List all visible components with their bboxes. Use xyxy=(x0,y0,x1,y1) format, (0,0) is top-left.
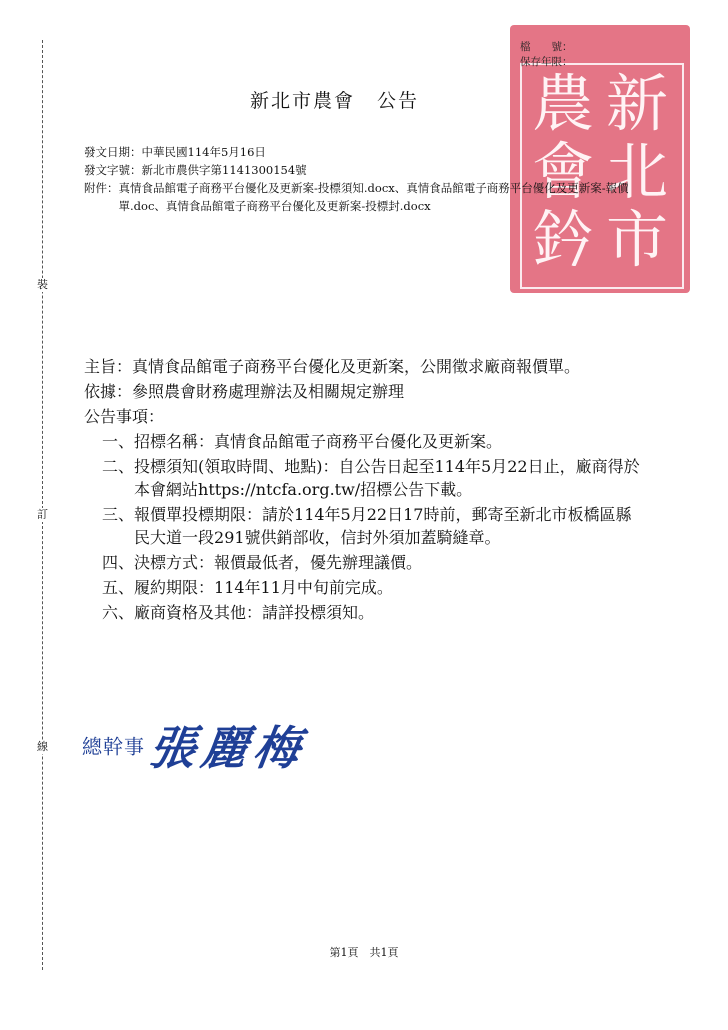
signature-block xyxy=(82,712,310,782)
announcement-body xyxy=(84,355,644,626)
page-number: 第1頁 共1頁 xyxy=(329,946,399,959)
item-number: 三、 xyxy=(102,505,135,524)
issue-date-label: 發文日期： xyxy=(84,145,142,159)
retention-period-label: 保存年限： xyxy=(520,56,573,68)
reference-number-value: 新北市農供字第1141300154號 xyxy=(141,163,307,177)
basis-label: 依據： xyxy=(84,382,133,401)
item-text: 決標方式：報價最低者，優先辦理議價。 xyxy=(134,553,423,572)
signatory-title: 總幹事 xyxy=(82,734,145,759)
list-item xyxy=(102,430,644,453)
item-text: 廠商資格及其他：請詳投標須知。 xyxy=(134,603,375,622)
subject-label: 主旨： xyxy=(84,357,133,376)
seal-char: 會 xyxy=(532,135,595,208)
item-text: 招標名稱：真情食品館電子商務平台優化及更新案。 xyxy=(134,432,503,451)
item-number: 四、 xyxy=(102,553,135,572)
item-number: 一、 xyxy=(102,432,135,451)
seal-char: 農 xyxy=(532,67,595,140)
issue-date-row xyxy=(84,143,644,161)
issue-date-value: 中華民國114年5月16日 xyxy=(141,145,266,159)
reference-number-row xyxy=(84,161,644,179)
list-item xyxy=(102,551,644,574)
list-item xyxy=(102,601,644,624)
list-item xyxy=(102,576,644,599)
binding-char-xian: 線 xyxy=(37,740,48,753)
seal-char: 新 xyxy=(606,67,669,140)
reference-number-label: 發文字號： xyxy=(84,163,142,177)
seal-char: 市 xyxy=(606,203,669,276)
seal-char: 鈐 xyxy=(532,203,595,276)
signatory-name: 張麗梅 xyxy=(145,721,310,775)
attachments-label: 附件： xyxy=(84,181,119,195)
item-number: 六、 xyxy=(102,603,135,622)
file-number-label: 檔 號： xyxy=(520,41,573,53)
items-heading: 公告事項： xyxy=(84,407,165,426)
list-item xyxy=(102,503,644,549)
attachments-value: 真情食品館電子商務平台優化及更新案-投標須知.docx、真情食品館電子商務平台優化及更新案-報價單.doc、真情食品館電子商務平台優化及更新案-投標封.docx xyxy=(118,181,629,213)
item-text: 報價單投標期限：請於114年5月22日17時前，郵寄至新北市板橋區縣民大道一段291號供銷部收，信封外須加蓋騎縫章。 xyxy=(134,505,632,547)
item-text: 履約期限：114年11月中旬前完成。 xyxy=(134,578,393,597)
document-meta xyxy=(84,135,644,215)
page-title xyxy=(250,86,419,113)
seal-char: 北 xyxy=(606,135,669,208)
item-number: 五、 xyxy=(102,578,135,597)
subject-text: 真情食品館電子商務平台優化及更新案，公開徵求廠商報價單。 xyxy=(132,357,581,376)
subject-paragraph xyxy=(84,355,644,378)
archive-labels xyxy=(506,40,606,70)
attachments-row xyxy=(84,179,644,215)
basis-paragraph xyxy=(84,380,644,403)
list-item xyxy=(102,455,644,501)
binding-char-zhuang: 裝 xyxy=(37,278,48,291)
item-text: 投標須知(領取時間、地點)：自公告日起至114年5月22日止，廠商得於本會網站https://ntcfa.org.tw/招標公告下載。 xyxy=(134,457,640,499)
item-number: 二、 xyxy=(102,457,135,476)
document-type: 公告 xyxy=(377,90,420,112)
binding-char-ding: 訂 xyxy=(37,508,48,521)
organization-name: 新北市農會 xyxy=(250,90,356,112)
basis-text: 參照農會財務處理辦法及相關規定辦理 xyxy=(132,382,405,401)
binding-line xyxy=(42,40,43,970)
